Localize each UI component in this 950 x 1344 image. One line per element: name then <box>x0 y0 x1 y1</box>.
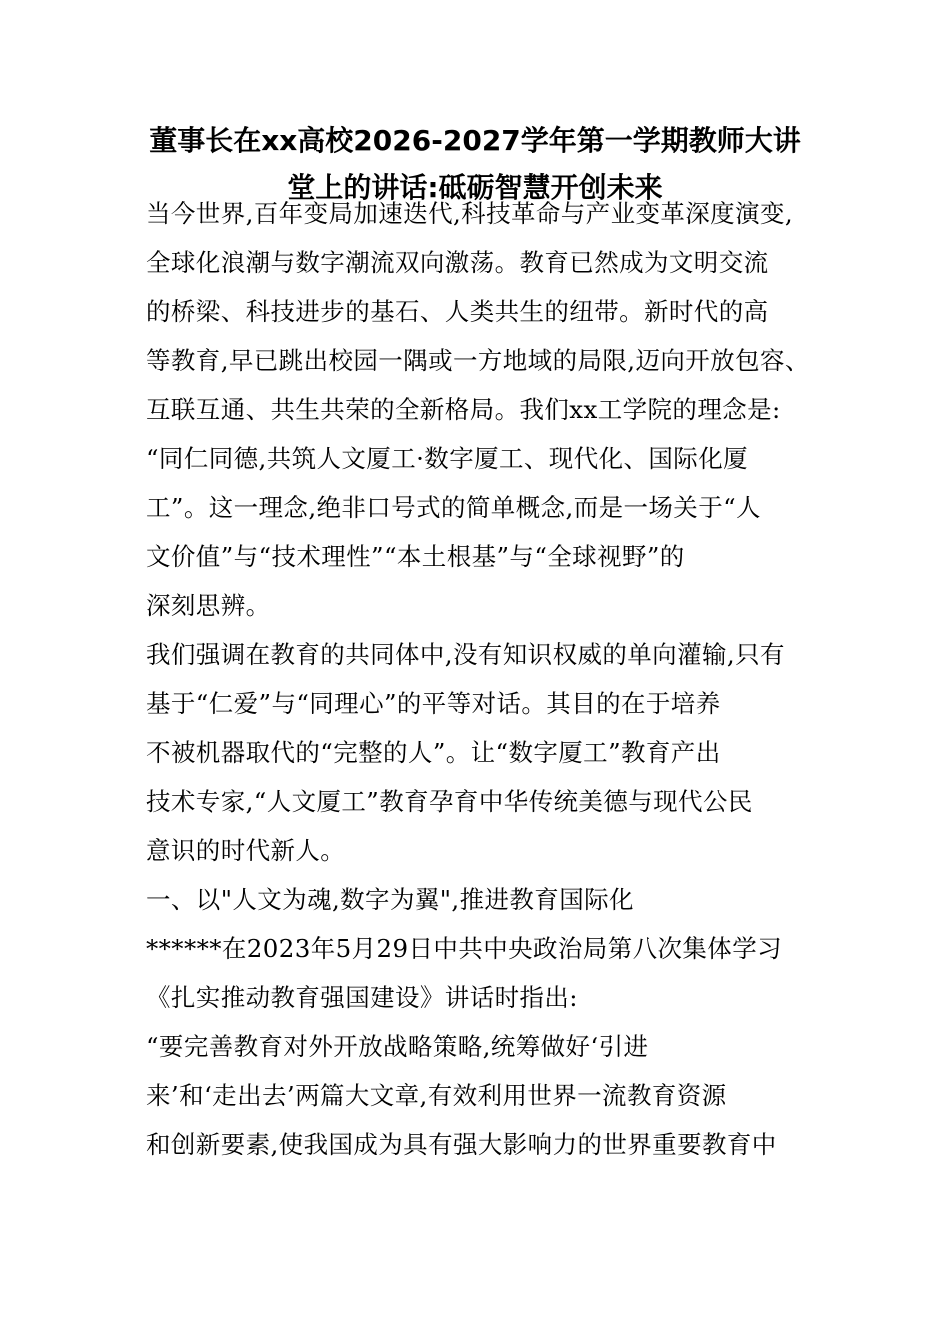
body-line-4: 等教育,早已跳出校园一隅或一方地域的局限,迈向开放包容、 <box>146 346 810 375</box>
body-line-12: 不被机器取代的“完整的人”。让“数字厦工”教育产出 <box>146 738 721 767</box>
body-line-11: 基于“仁爱”与“同理心”的平等对话。其目的在于培养 <box>146 689 721 718</box>
body-line-9: 深刻思辨。 <box>146 591 271 620</box>
body-line-6: “同仁同德,共筑人文厦工·数字厦工、现代化、国际化厦 <box>146 444 748 473</box>
section-heading-1: 一、以"人文为魂,数字为翼",推进教育国际化 <box>146 885 634 914</box>
body-line-8: 文价值”与“技术理性”“本土根基”与“全球视野”的 <box>146 542 685 571</box>
body-line-2: 全球化浪潮与数字潮流双向激荡。教育已然成为文明交流 <box>146 248 769 277</box>
body-line-16: ******在2023年5月29日中共中央政治局第八次集体学习 <box>146 934 783 963</box>
body-line-7: 工”。这一理念,绝非口号式的简单概念,而是一场关于“人 <box>146 493 761 522</box>
body-line-18: “要完善教育对外开放战略策略,统筹做好‘引进 <box>146 1032 649 1061</box>
body-line-20: 和创新要素,使我国成为具有强大影响力的世界重要教育中 <box>146 1130 777 1159</box>
body-line-1: 当今世界,百年变局加速迭代,科技革命与产业变革深度演变, <box>146 199 794 228</box>
document-title-line-1: 董事长在xx高校2026-2027学年第一学期教师大讲 <box>149 124 801 157</box>
body-line-13: 技术专家,“人文厦工”教育孕育中华传统美德与现代公民 <box>146 787 753 816</box>
body-line-14: 意识的时代新人。 <box>146 836 346 865</box>
document-title-line-2: 堂上的讲话:砥砺智慧开创未来 <box>287 171 663 204</box>
body-line-5: 互联互通、共生共荣的全新格局。我们xx工学院的理念是: <box>146 395 781 424</box>
body-line-17: 《扎实推动教育强国建设》讲话时指出: <box>146 983 578 1012</box>
body-line-3: 的桥梁、科技进步的基石、人类共生的纽带。新时代的高 <box>146 297 769 326</box>
body-line-19: 来’和‘走出去’两篇大文章,有效利用世界一流教育资源 <box>146 1081 727 1110</box>
body-line-10: 我们强调在教育的共同体中,没有知识权威的单向灌输,只有 <box>146 640 785 669</box>
